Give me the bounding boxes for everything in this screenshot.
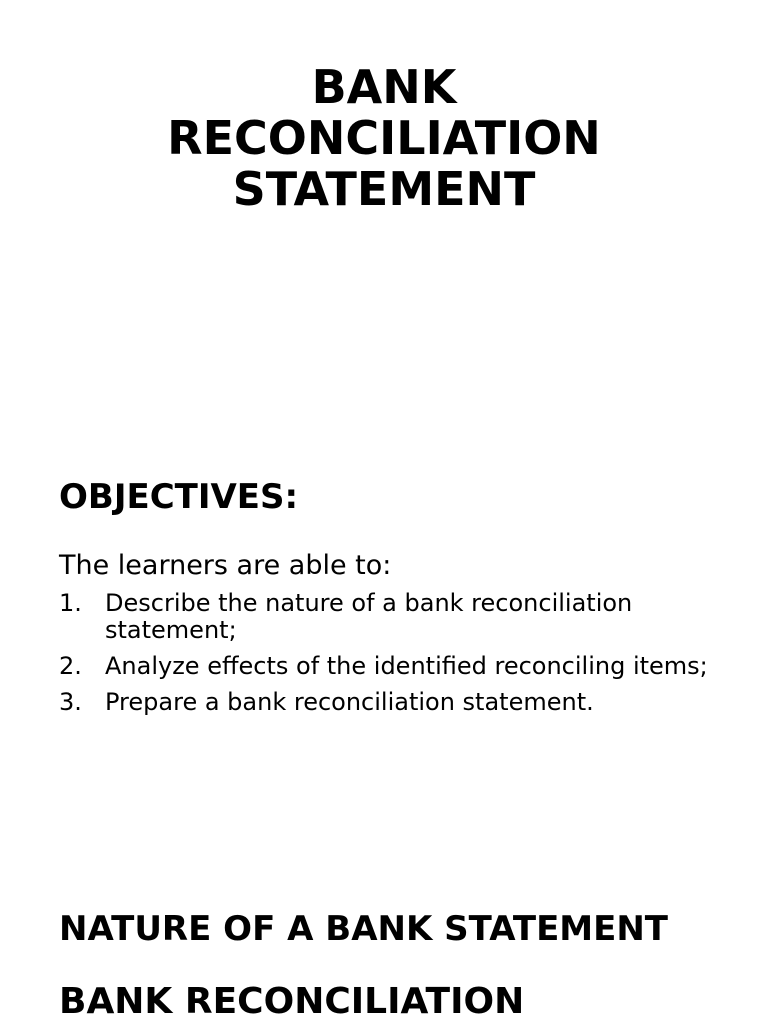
objectives-list (59, 590, 719, 725)
section-heading-reconciliation: BANK RECONCILIATION (59, 981, 525, 1022)
title-line: RECONCILIATION (167, 111, 601, 165)
objective-item (59, 653, 719, 680)
objective-number: 1. (59, 589, 82, 617)
objective-item (59, 689, 719, 716)
objective-text: Analyze effects of the identified reconciling items; (105, 652, 708, 680)
document-title (0, 62, 768, 215)
objective-item (59, 590, 719, 644)
objectives-intro: The learners are able to: (59, 550, 392, 581)
section-heading-nature: NATURE OF A BANK STATEMENT (59, 909, 668, 949)
objective-number: 3. (59, 688, 82, 716)
objective-number: 2. (59, 652, 82, 680)
title-line: BANK (311, 60, 457, 114)
title-line: STATEMENT (232, 162, 536, 216)
objective-text: Describe the nature of a bank reconciliation statement; (105, 589, 633, 644)
objective-text: Prepare a bank reconciliation statement. (105, 688, 594, 716)
objectives-heading: OBJECTIVES: (59, 477, 299, 517)
